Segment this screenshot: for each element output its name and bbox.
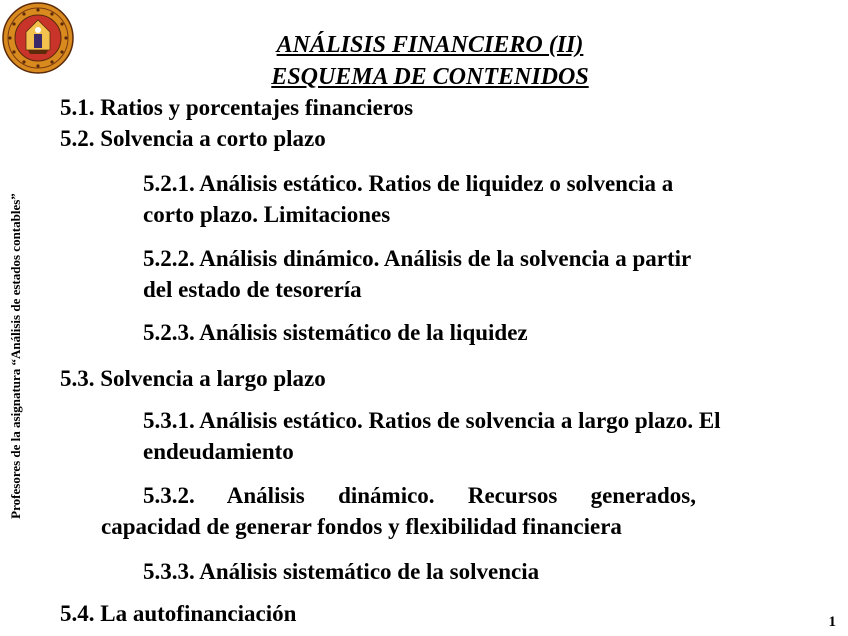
page-title: ANÁLISIS FINANCIERO (II) <box>276 32 584 58</box>
outline-item-5-3-3: 5.3.3. Análisis sistemático de la solvencia <box>143 559 540 584</box>
outline-item-5-3: 5.3. Solvencia a largo plazo <box>60 366 326 391</box>
outline-item-5-2-1-line2: corto plazo. Limitaciones <box>143 202 391 227</box>
outline-item-5-2-2-line1: 5.2.2. Análisis dinámico. Análisis de la solvencia a partir <box>143 246 692 271</box>
page-subtitle: ESQUEMA DE CONTENIDOS <box>271 64 589 90</box>
university-seal-logo <box>2 2 74 74</box>
outline-item-5-4: 5.4. La autofinanciación <box>60 601 297 626</box>
outline-item-5-3-1-line2: endeudamiento <box>143 439 294 464</box>
outline-item-5-3-2-line2: capacidad de generar fondos y flexibilidad financiera <box>101 514 622 539</box>
outline-item-5-3-2-line1: 5.3.2. Análisis dinámico. Recursos generados, <box>143 483 696 508</box>
page-number: 1 <box>828 614 836 630</box>
sidebar-vertical-text: Profesores de la asignatura “Análisis de estados contables” <box>8 193 23 519</box>
outline-item-5-2-2-line2: del estado de tesorería <box>143 277 362 302</box>
outline-item-5-3-1-line1: 5.3.1. Análisis estático. Ratios de solvencia a largo plazo. El <box>143 408 721 433</box>
outline-item-5-2-3: 5.2.3. Análisis sistemático de la liquidez <box>143 320 528 345</box>
outline-item-5-1: 5.1. Ratios y porcentajes financieros <box>60 95 414 120</box>
outline-item-5-2: 5.2. Solvencia a corto plazo <box>60 126 326 151</box>
outline-item-5-2-1-line1: 5.2.1. Análisis estático. Ratios de liquidez o solvencia a <box>143 171 674 196</box>
